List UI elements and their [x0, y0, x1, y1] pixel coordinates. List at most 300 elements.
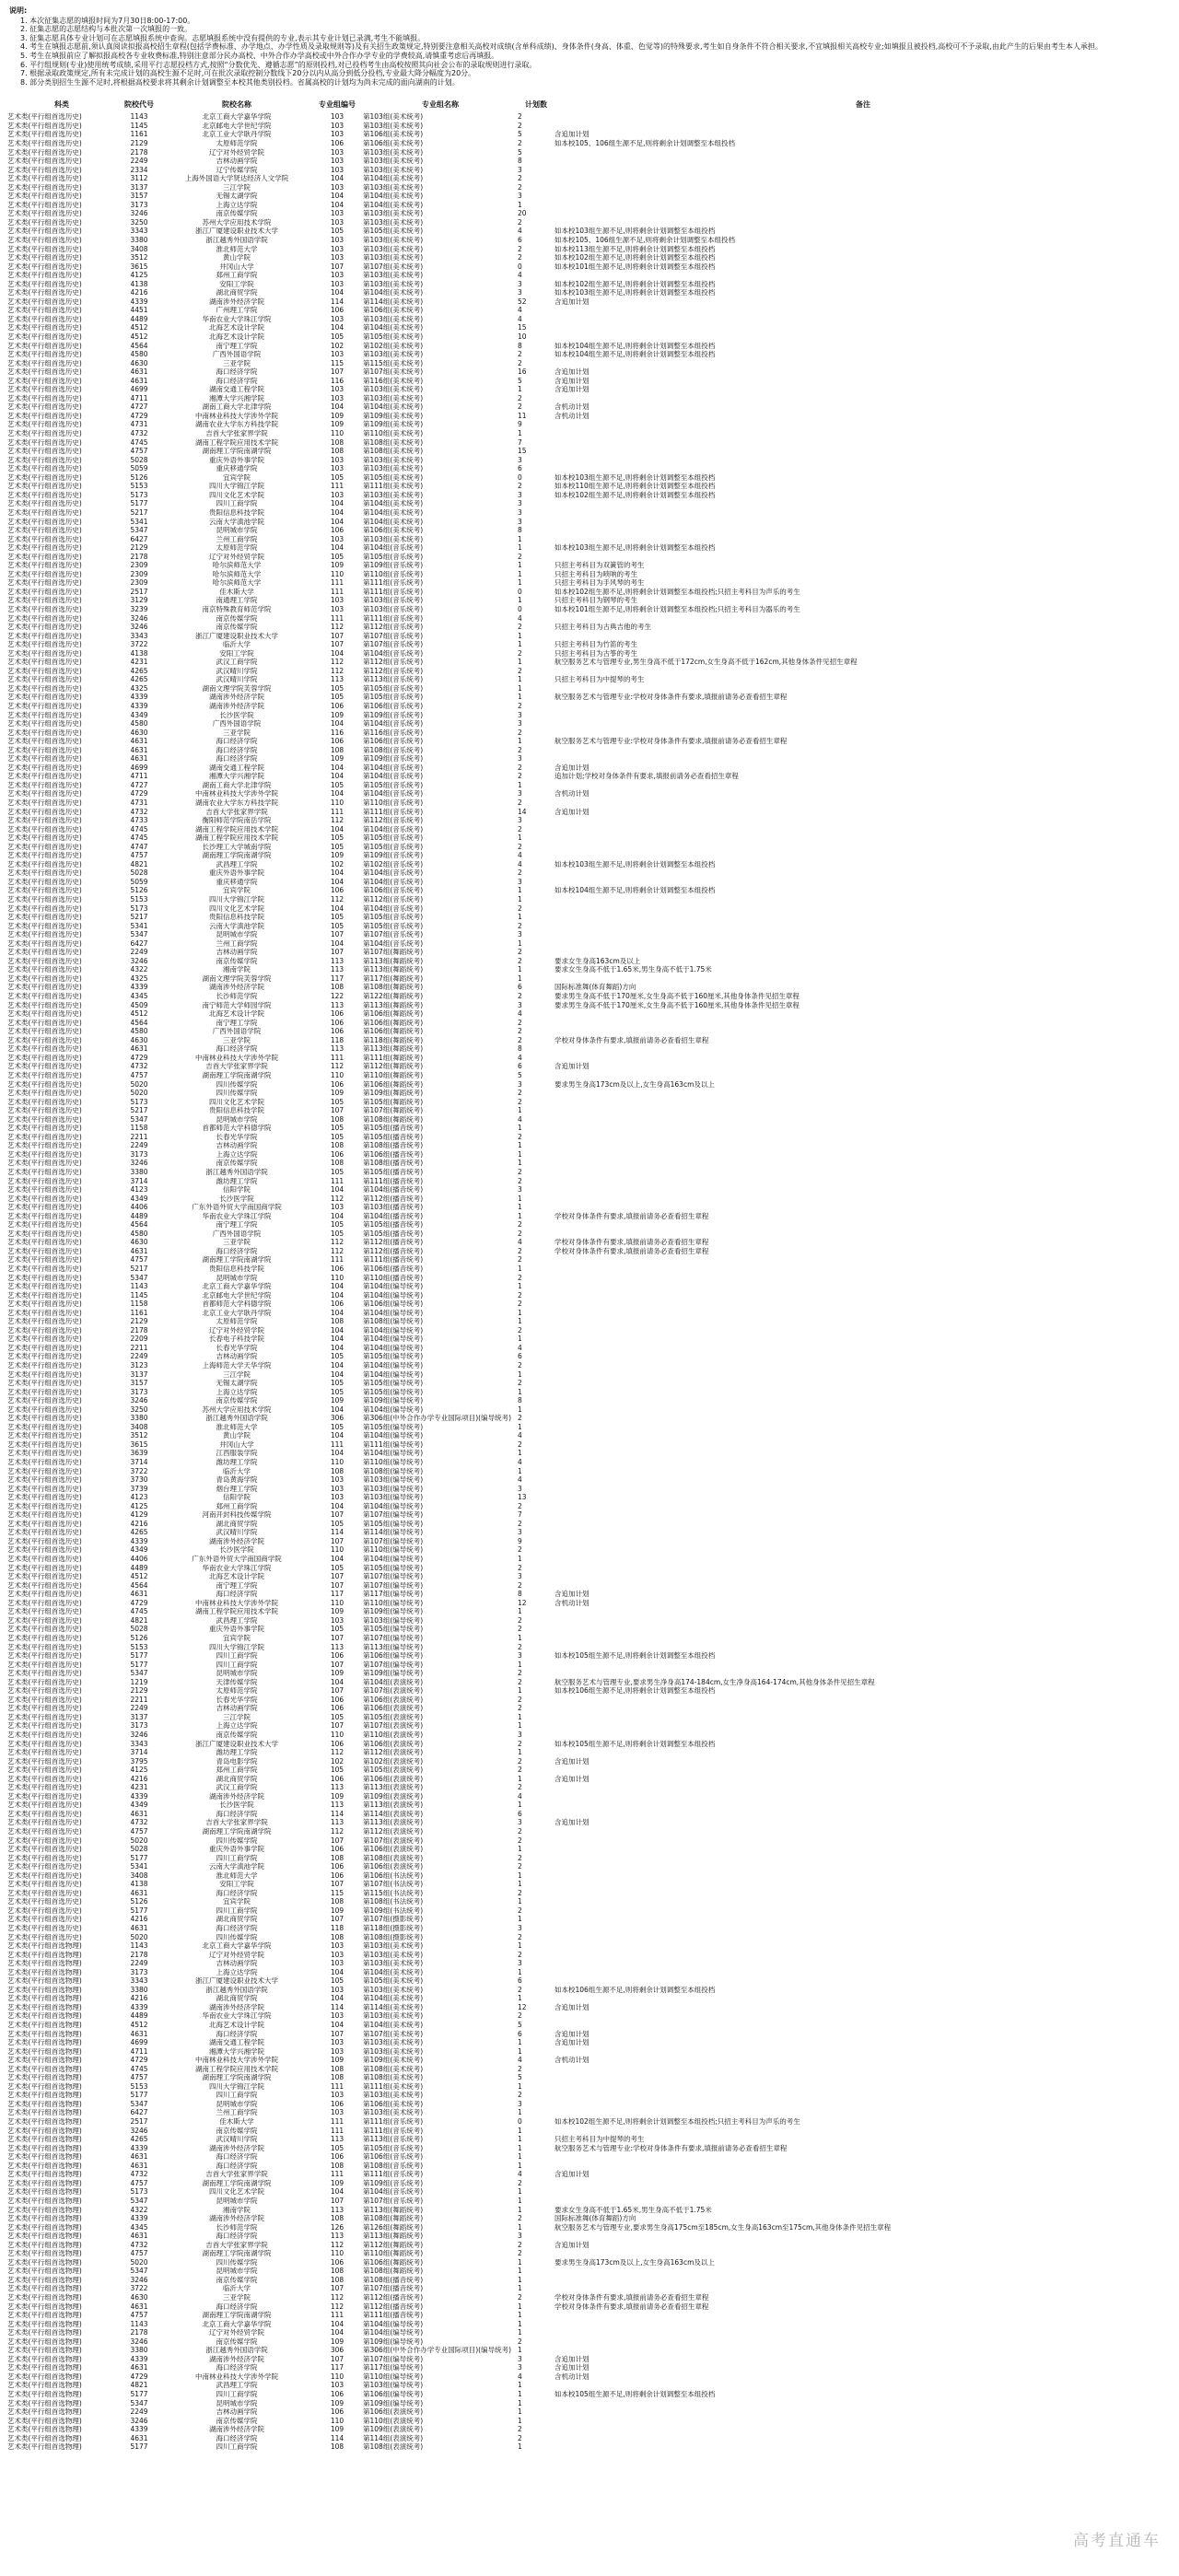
- college-code-cell: 3246: [130, 2416, 148, 2425]
- college-name-cell: 辽宁对外经贸学院: [209, 552, 264, 561]
- group-no-cell: 104: [330, 2021, 344, 2030]
- table-row: [7, 1810, 1172, 1819]
- category-cell: 艺术类(平行组首选历史): [7, 1826, 82, 1836]
- group-name-cell: 第106组(音乐统考): [363, 2152, 424, 2162]
- group-name-cell: 第108组(播音统考): [363, 1141, 424, 1150]
- college-code-cell: 4729: [130, 411, 148, 420]
- remark-cell: [554, 1141, 1172, 1150]
- table-row: [7, 271, 1172, 280]
- table-row: [7, 2372, 1172, 2382]
- remark-cell: 如本校105、106组生源不足,则将剩余计划调整至本组投档: [554, 138, 736, 147]
- college-name-cell: 湖南涉外经济学院: [209, 2214, 264, 2223]
- group-no-cell: 108: [330, 1853, 344, 1862]
- plan-count-cell: 1: [518, 2398, 522, 2407]
- college-name-cell: 兰州工商学院: [216, 938, 258, 948]
- college-code-cell: 4745: [130, 2064, 148, 2073]
- plan-count-cell: 4: [518, 1431, 522, 1440]
- remark-cell: [554, 2108, 1172, 2117]
- college-name-cell: 淮北师范大学: [216, 1422, 258, 1431]
- table-row: [7, 1906, 1172, 1916]
- remark-cell: [554, 2249, 1172, 2258]
- remark-cell: 国际标准舞(体育舞蹈)方向: [554, 2214, 636, 2223]
- college-name-cell: 郑州工商学院: [216, 1501, 258, 1510]
- college-name-cell: 浙江广厦建设职业技术大学: [195, 1739, 278, 1748]
- remark-cell: [554, 1625, 1172, 1634]
- college-code-cell: 4406: [130, 1555, 148, 1564]
- category-cell: 艺术类(平行组首选物理): [7, 2011, 82, 2021]
- college-name-cell: 吉林动画学院: [216, 157, 258, 166]
- college-code-cell: 3157: [130, 192, 148, 201]
- category-cell: 艺术类(平行组首选历史): [7, 1862, 82, 1871]
- category-cell: 艺术类(平行组首选历史): [7, 877, 82, 886]
- college-name-cell: 浙江广厦建设职业技术大学: [195, 227, 278, 236]
- college-code-cell: 5028: [130, 1625, 148, 1634]
- category-cell: 艺术类(平行组首选历史): [7, 798, 82, 807]
- table-row: [7, 1431, 1172, 1440]
- college-name-cell: 湖北商贸学院: [216, 1519, 258, 1528]
- table-row: [7, 746, 1172, 755]
- group-name-cell: 第111组(音乐统考): [363, 587, 424, 596]
- remark-cell: [554, 2311, 1172, 2320]
- group-no-cell: 306: [330, 1414, 344, 1423]
- college-name-cell: 南宁理工学院: [216, 1220, 258, 1230]
- college-code-cell: 5153: [130, 895, 148, 904]
- college-code-cell: 3137: [130, 1370, 148, 1379]
- group-name-cell: 第104组(编导统考): [363, 1282, 424, 1291]
- group-no-cell: 110: [330, 2416, 344, 2425]
- group-no-cell: 103: [330, 236, 344, 244]
- category-cell: 艺术类(平行组首选历史): [7, 693, 82, 702]
- college-code-cell: 4349: [130, 1194, 148, 1203]
- remark-cell: 含机动计划: [554, 2056, 590, 2065]
- plan-count-cell: 1: [518, 1387, 522, 1396]
- group-no-cell: 106: [330, 1300, 344, 1309]
- group-no-cell: 110: [330, 1458, 344, 1467]
- group-name-cell: 第106组(美术统考): [363, 306, 424, 315]
- plan-count-cell: 3: [518, 1651, 522, 1661]
- remark-cell: [554, 2267, 1172, 2276]
- table-row: [7, 843, 1172, 852]
- table-row: [7, 833, 1172, 843]
- college-name-cell: 昆明城市学院: [216, 2267, 258, 2276]
- plan-count-cell: 3: [518, 499, 522, 508]
- group-name-cell: 第103组(美术统考): [363, 385, 424, 394]
- category-cell: 艺术类(平行组首选历史): [7, 1352, 82, 1361]
- group-name-cell: 第104组(音乐统考): [363, 763, 424, 772]
- category-cell: 艺术类(平行组首选历史): [7, 1361, 82, 1370]
- college-code-cell: 3722: [130, 640, 148, 649]
- college-name-cell: 兰州工商学院: [216, 2108, 258, 2117]
- remark-cell: [554, 2434, 1172, 2443]
- table-row: [7, 1054, 1172, 1063]
- group-no-cell: 103: [330, 244, 344, 253]
- group-no-cell: 113: [330, 1818, 344, 1827]
- group-name-cell: 第106组(编导统考): [363, 1651, 424, 1661]
- category-cell: 艺术类(平行组首选历史): [7, 517, 82, 526]
- category-cell: 艺术类(平行组首选物理): [7, 2091, 82, 2100]
- group-name-cell: 第106组(编导统考): [363, 2389, 424, 2398]
- group-no-cell: 104: [330, 1282, 344, 1291]
- college-code-cell: 5217: [130, 913, 148, 922]
- category-cell: 艺术类(平行组首选历史): [7, 1185, 82, 1195]
- college-name-cell: 宜宾学院: [223, 472, 251, 482]
- table-row: [7, 227, 1172, 236]
- table-row: [7, 2311, 1172, 2320]
- table-row: [7, 553, 1172, 562]
- college-code-cell: 3739: [130, 1484, 148, 1493]
- remark-cell: [554, 2152, 1172, 2162]
- group-name-cell: 第103组(美术统考): [363, 534, 424, 543]
- remark-cell: [554, 1388, 1172, 1397]
- college-code-cell: 1161: [130, 130, 148, 139]
- table-row: [7, 957, 1172, 966]
- plan-count-cell: 1: [518, 1871, 522, 1880]
- group-no-cell: 105: [330, 1422, 344, 1431]
- table-row: [7, 1255, 1172, 1265]
- remark-cell: [554, 702, 1172, 711]
- remark-cell: [554, 833, 1172, 843]
- college-code-cell: 3173: [130, 1149, 148, 1159]
- plan-count-cell: 2: [518, 121, 522, 130]
- remark-cell: [554, 1994, 1172, 2003]
- category-cell: 艺术类(平行组首选历史): [7, 147, 82, 157]
- group-name-cell: 第112组(音乐统考): [363, 658, 424, 667]
- college-code-cell: 3173: [130, 1721, 148, 1731]
- category-cell: 艺术类(平行组首选历史): [7, 789, 82, 798]
- college-name-cell: 北海艺术设计学院: [209, 1572, 264, 1581]
- group-name-cell: 第114组(编导统考): [363, 1528, 424, 1537]
- remark-cell: [554, 1643, 1172, 1652]
- plan-count-cell: 1: [518, 2108, 522, 2117]
- table-row: [7, 306, 1172, 315]
- college-code-cell: 3250: [130, 1405, 148, 1414]
- category-cell: 艺术类(平行组首选历史): [7, 1414, 82, 1423]
- college-code-cell: 4349: [130, 1545, 148, 1555]
- college-name-cell: 武昌理工学院: [216, 859, 258, 868]
- table-row: [7, 1036, 1172, 1045]
- plan-count-cell: 5: [518, 2073, 522, 2082]
- remark-cell: [554, 1880, 1172, 1889]
- college-code-cell: 4631: [130, 745, 148, 754]
- remark-cell: [554, 1220, 1172, 1230]
- group-name-cell: 第104组(音乐统考): [363, 2187, 424, 2197]
- plan-count-cell: 1: [518, 1712, 522, 1721]
- group-name-cell: 第107组(编导统考): [363, 1510, 424, 1520]
- group-no-cell: 111: [330, 482, 344, 491]
- category-cell: 艺术类(平行组首选历史): [7, 543, 82, 553]
- college-name-cell: 湖北商贸学院: [216, 1774, 258, 1783]
- college-code-cell: 4564: [130, 1580, 148, 1590]
- category-cell: 艺术类(平行组首选历史): [7, 992, 82, 1001]
- plan-count-cell: 2: [518, 1853, 522, 1862]
- group-name-cell: 第107组(编导统考): [363, 2354, 424, 2363]
- table-row: [7, 1590, 1172, 1599]
- college-name-cell: 安阳工学院: [219, 279, 254, 288]
- group-name-cell: 第105组(编导统考): [363, 1625, 424, 1634]
- college-name-cell: 临沂大学: [223, 1466, 251, 1475]
- table-row: [7, 1044, 1172, 1054]
- group-no-cell: 113: [330, 2135, 344, 2144]
- plan-count-cell: 1: [518, 1941, 522, 1951]
- college-code-cell: 4745: [130, 833, 148, 843]
- plan-count-cell: 1: [518, 2267, 522, 2276]
- remark-cell: [554, 535, 1172, 544]
- college-code-cell: 3730: [130, 1475, 148, 1485]
- remark-cell: [554, 166, 1172, 175]
- plan-count-cell: 5: [518, 147, 522, 157]
- table-row: [7, 588, 1172, 597]
- college-name-cell: 南宁师范大学师园学院: [202, 1000, 272, 1009]
- table-row: [7, 359, 1172, 368]
- group-no-cell: 106: [330, 1009, 344, 1019]
- college-code-cell: 4631: [130, 1044, 148, 1054]
- group-no-cell: 103: [330, 112, 344, 122]
- college-name-cell: 海口经济学院: [216, 2433, 258, 2442]
- category-cell: 艺术类(平行组首选历史): [7, 1149, 82, 1159]
- group-no-cell: 103: [330, 147, 344, 157]
- plan-count-cell: 1: [518, 534, 522, 543]
- college-name-cell: 浙江广厦建设职业技术大学: [195, 1976, 278, 1986]
- group-no-cell: 112: [330, 2240, 344, 2249]
- group-name-cell: 第107组(摄影统考): [363, 1915, 424, 1924]
- plan-count-cell: 20: [518, 209, 527, 218]
- group-no-cell: 107: [330, 1572, 344, 1581]
- remark-cell: 含追加计划: [554, 1774, 590, 1783]
- table-row: [7, 2206, 1172, 2215]
- group-no-cell: 109: [330, 2337, 344, 2346]
- remark-cell: [554, 359, 1172, 368]
- plan-count-cell: 2: [518, 1501, 522, 1510]
- college-code-cell: 4729: [130, 2056, 148, 2065]
- group-no-cell: 110: [330, 429, 344, 438]
- college-name-cell: 四川传媒学院: [216, 1836, 258, 1845]
- college-name-cell: 长沙医学院: [219, 1194, 254, 1203]
- category-cell: 艺术类(平行组首选历史): [7, 1660, 82, 1669]
- remark-cell: [554, 729, 1172, 738]
- remark-cell: [554, 913, 1172, 922]
- category-cell: 艺术类(平行组首选物理): [7, 2257, 82, 2267]
- group-name-cell: 第110组(音乐统考): [363, 569, 424, 578]
- remark-cell: [554, 1044, 1172, 1054]
- remark-cell: [554, 1748, 1172, 1757]
- remark-cell: [554, 2328, 1172, 2337]
- group-name-cell: 第113组(舞蹈统考): [363, 2232, 424, 2241]
- remark-cell: [554, 332, 1172, 342]
- college-code-cell: 5153: [130, 2081, 148, 2091]
- plan-count-cell: 1: [518, 2046, 522, 2056]
- college-name-cell: 中南林业科技大学涉外学院: [195, 411, 278, 420]
- college-code-cell: 2249: [130, 157, 148, 166]
- college-name-cell: 吉首大学张家界学院: [205, 429, 268, 438]
- group-name-cell: 第105组(播音统考): [363, 1132, 424, 1141]
- remark-cell: [554, 1696, 1172, 1705]
- college-name-cell: 华南农业大学珠江学院: [202, 314, 272, 323]
- remark-cell: [554, 1255, 1172, 1265]
- group-no-cell: 108: [330, 2064, 344, 2073]
- plan-count-cell: 2: [518, 2240, 522, 2249]
- plan-count-cell: 1: [518, 2275, 522, 2284]
- group-name-cell: 第112组(播音统考): [363, 2292, 424, 2302]
- group-no-cell: 106: [330, 1079, 344, 1089]
- group-no-cell: 103: [330, 1484, 344, 1493]
- college-name-cell: 三亚学院: [223, 1035, 251, 1044]
- table-row: [7, 1941, 1172, 1951]
- group-no-cell: 108: [330, 2073, 344, 2082]
- group-no-cell: 117: [330, 973, 344, 983]
- remark-cell: 航空服务艺术与管理专业:学校对身体条件有要求,填报前请务必查看招生章程: [554, 737, 788, 746]
- table-row: [7, 2152, 1172, 2162]
- plan-count-cell: 4: [518, 1114, 522, 1124]
- college-name-cell: 湖南理工学院南湖学院: [202, 2249, 272, 2258]
- plan-count-cell: 8: [518, 157, 522, 166]
- college-code-cell: 4129: [130, 1510, 148, 1520]
- category-cell: 艺术类(平行组首选物理): [7, 2433, 82, 2442]
- group-no-cell: 106: [330, 1264, 344, 1273]
- college-name-cell: 长春电子科技学院: [209, 1335, 264, 1344]
- college-code-cell: 5347: [130, 1273, 148, 1282]
- category-cell: 艺术类(平行组首选历史): [7, 1545, 82, 1555]
- category-cell: 艺术类(平行组首选历史): [7, 1572, 82, 1581]
- college-name-cell: 南京传媒学院: [216, 2337, 258, 2346]
- college-name-cell: 湖南涉外经济学院: [209, 1791, 264, 1801]
- group-no-cell: 111: [330, 2126, 344, 2135]
- remark-cell: [554, 1203, 1172, 1212]
- group-name-cell: 第105组(音乐统考): [363, 913, 424, 922]
- group-name-cell: 第105组(编导统考): [363, 1519, 424, 1528]
- plan-count-cell: 2: [518, 666, 522, 675]
- group-no-cell: 105: [330, 1625, 344, 1634]
- college-name-cell: 广西外国语学院: [212, 719, 262, 729]
- group-no-cell: 103: [330, 314, 344, 323]
- college-name-cell: 哈尔滨师范大学: [212, 569, 262, 578]
- college-name-cell: 四川传媒学院: [216, 1089, 258, 1098]
- group-name-cell: 第106组(编导统考): [363, 1300, 424, 1309]
- table-row: [7, 2241, 1172, 2250]
- remark-cell: [554, 315, 1172, 324]
- group-no-cell: 106: [330, 2152, 344, 2162]
- plan-count-cell: 2: [518, 1836, 522, 1845]
- college-code-cell: 4216: [130, 1519, 148, 1528]
- group-no-cell: 103: [330, 279, 344, 288]
- college-name-cell: 湖南交通工程学院: [209, 763, 264, 772]
- plan-count-cell: 1: [518, 1897, 522, 1906]
- table-row: [7, 148, 1172, 157]
- table-row: [7, 1757, 1172, 1766]
- college-name-cell: 太原师范学院: [216, 543, 258, 553]
- category-cell: 艺术类(平行组首选历史): [7, 658, 82, 667]
- remark-cell: [554, 614, 1172, 624]
- remark-cell: [554, 394, 1172, 403]
- plan-count-cell: 2: [518, 1273, 522, 1282]
- college-code-cell: 4125: [130, 1766, 148, 1775]
- instruction-item: 5. 考生在填报前应了解拟报高校各专业收费标准,特别注意部分民办高校、中外合作办学高校或中外合作办学专业的学费较高,请慎重考虑后再填报。: [20, 51, 499, 60]
- college-name-cell: 湖南理工学院南湖学院: [202, 1255, 272, 1265]
- remark-cell: [554, 1168, 1172, 1177]
- college-name-cell: 浙江越秀外国语学院: [205, 1985, 268, 1994]
- table-row: [7, 1089, 1172, 1098]
- category-cell: 艺术类(平行组首选历史): [7, 367, 82, 377]
- category-cell: 艺术类(平行组首选历史): [7, 1220, 82, 1230]
- group-name-cell: 第104组(表演统考): [363, 1677, 424, 1686]
- group-name-cell: 第109组(音乐统考): [363, 851, 424, 860]
- category-cell: 艺术类(平行组首选历史): [7, 1756, 82, 1766]
- category-cell: 艺术类(平行组首选历史): [7, 1853, 82, 1862]
- category-cell: 艺术类(平行组首选历史): [7, 1607, 82, 1616]
- college-code-cell: 1219: [130, 1677, 148, 1686]
- category-cell: 艺术类(平行组首选历史): [7, 631, 82, 640]
- group-name-cell: 第113组(舞蹈统考): [363, 2205, 424, 2214]
- college-code-cell: 4732: [130, 807, 148, 816]
- group-name-cell: 第109组(音乐统考): [363, 710, 424, 719]
- remark-cell: [554, 878, 1172, 887]
- category-cell: 艺术类(平行组首选物理): [7, 2205, 82, 2214]
- group-no-cell: 105: [330, 227, 344, 236]
- plan-count-cell: 1: [518, 1633, 522, 1642]
- college-code-cell: 3722: [130, 1466, 148, 1475]
- group-no-cell: 107: [330, 1721, 344, 1731]
- plan-count-cell: 1: [518, 1308, 522, 1317]
- plan-count-cell: 2: [518, 112, 522, 122]
- plan-count-cell: 6: [518, 1976, 522, 1986]
- college-code-cell: 2249: [130, 2407, 148, 2417]
- remark-cell: 要求女生身高163cm及以上: [554, 956, 641, 965]
- remark-cell: [554, 754, 1172, 763]
- remark-cell: [554, 2425, 1172, 2434]
- category-cell: 艺术类(平行组首选历史): [7, 921, 82, 930]
- group-name-cell: 第110组(美术统考): [363, 429, 424, 438]
- category-cell: 艺术类(平行组首选历史): [7, 956, 82, 965]
- remark-cell: 要求男生身高173cm及以上,女生身高163cm及以上: [554, 1079, 715, 1089]
- remark-cell: [554, 1704, 1172, 1713]
- group-no-cell: 105: [330, 833, 344, 843]
- group-name-cell: 第104组(音乐统考): [363, 903, 424, 913]
- category-cell: 艺术类(平行组首选历史): [7, 1836, 82, 1845]
- plan-count-cell: 2: [518, 648, 522, 658]
- college-name-cell: 湖南涉外经济学院: [209, 1536, 264, 1545]
- college-code-cell: 4512: [130, 2021, 148, 2030]
- college-name-cell: 海口经济学院: [216, 2232, 258, 2241]
- college-name-cell: 郑州工商学院: [216, 271, 258, 280]
- remark-cell: [554, 1431, 1172, 1440]
- group-no-cell: 105: [330, 1167, 344, 1176]
- table-row: [7, 1309, 1172, 1318]
- table-row: [7, 1247, 1172, 1256]
- plan-count-cell: 2: [518, 1229, 522, 1238]
- table-row: [7, 2425, 1172, 2434]
- remark-cell: 学校对身体条件有要求,填报前请务必查看招生章程: [554, 1246, 709, 1255]
- group-name-cell: 第108组(播音统考): [363, 2275, 424, 2284]
- category-cell: 艺术类(平行组首选物理): [7, 2442, 82, 2452]
- remark-cell: 含机动计划: [554, 789, 590, 798]
- category-cell: 艺术类(平行组首选物理): [7, 2187, 82, 2197]
- plan-count-cell: 1: [518, 693, 522, 702]
- plan-count-cell: 1: [518, 737, 522, 746]
- plan-count-cell: 1: [518, 640, 522, 649]
- category-cell: 艺术类(平行组首选历史): [7, 1229, 82, 1238]
- plan-count-cell: 2: [518, 701, 522, 710]
- college-name-cell: 四川工商学院: [216, 1651, 258, 1661]
- category-cell: 艺术类(平行组首选历史): [7, 561, 82, 570]
- remark-cell: [554, 420, 1172, 429]
- category-cell: 艺术类(平行组首选历史): [7, 1106, 82, 1115]
- college-name-cell: 北京工商大学嘉华学院: [202, 112, 272, 122]
- remark-cell: 如本校103组生源不足,则将剩余计划调整至本组投档: [554, 288, 716, 297]
- table-row: [7, 1775, 1172, 1784]
- remark-cell: [554, 1783, 1172, 1792]
- table-row: [7, 1713, 1172, 1722]
- group-no-cell: 103: [330, 121, 344, 130]
- remark-cell: [554, 508, 1172, 518]
